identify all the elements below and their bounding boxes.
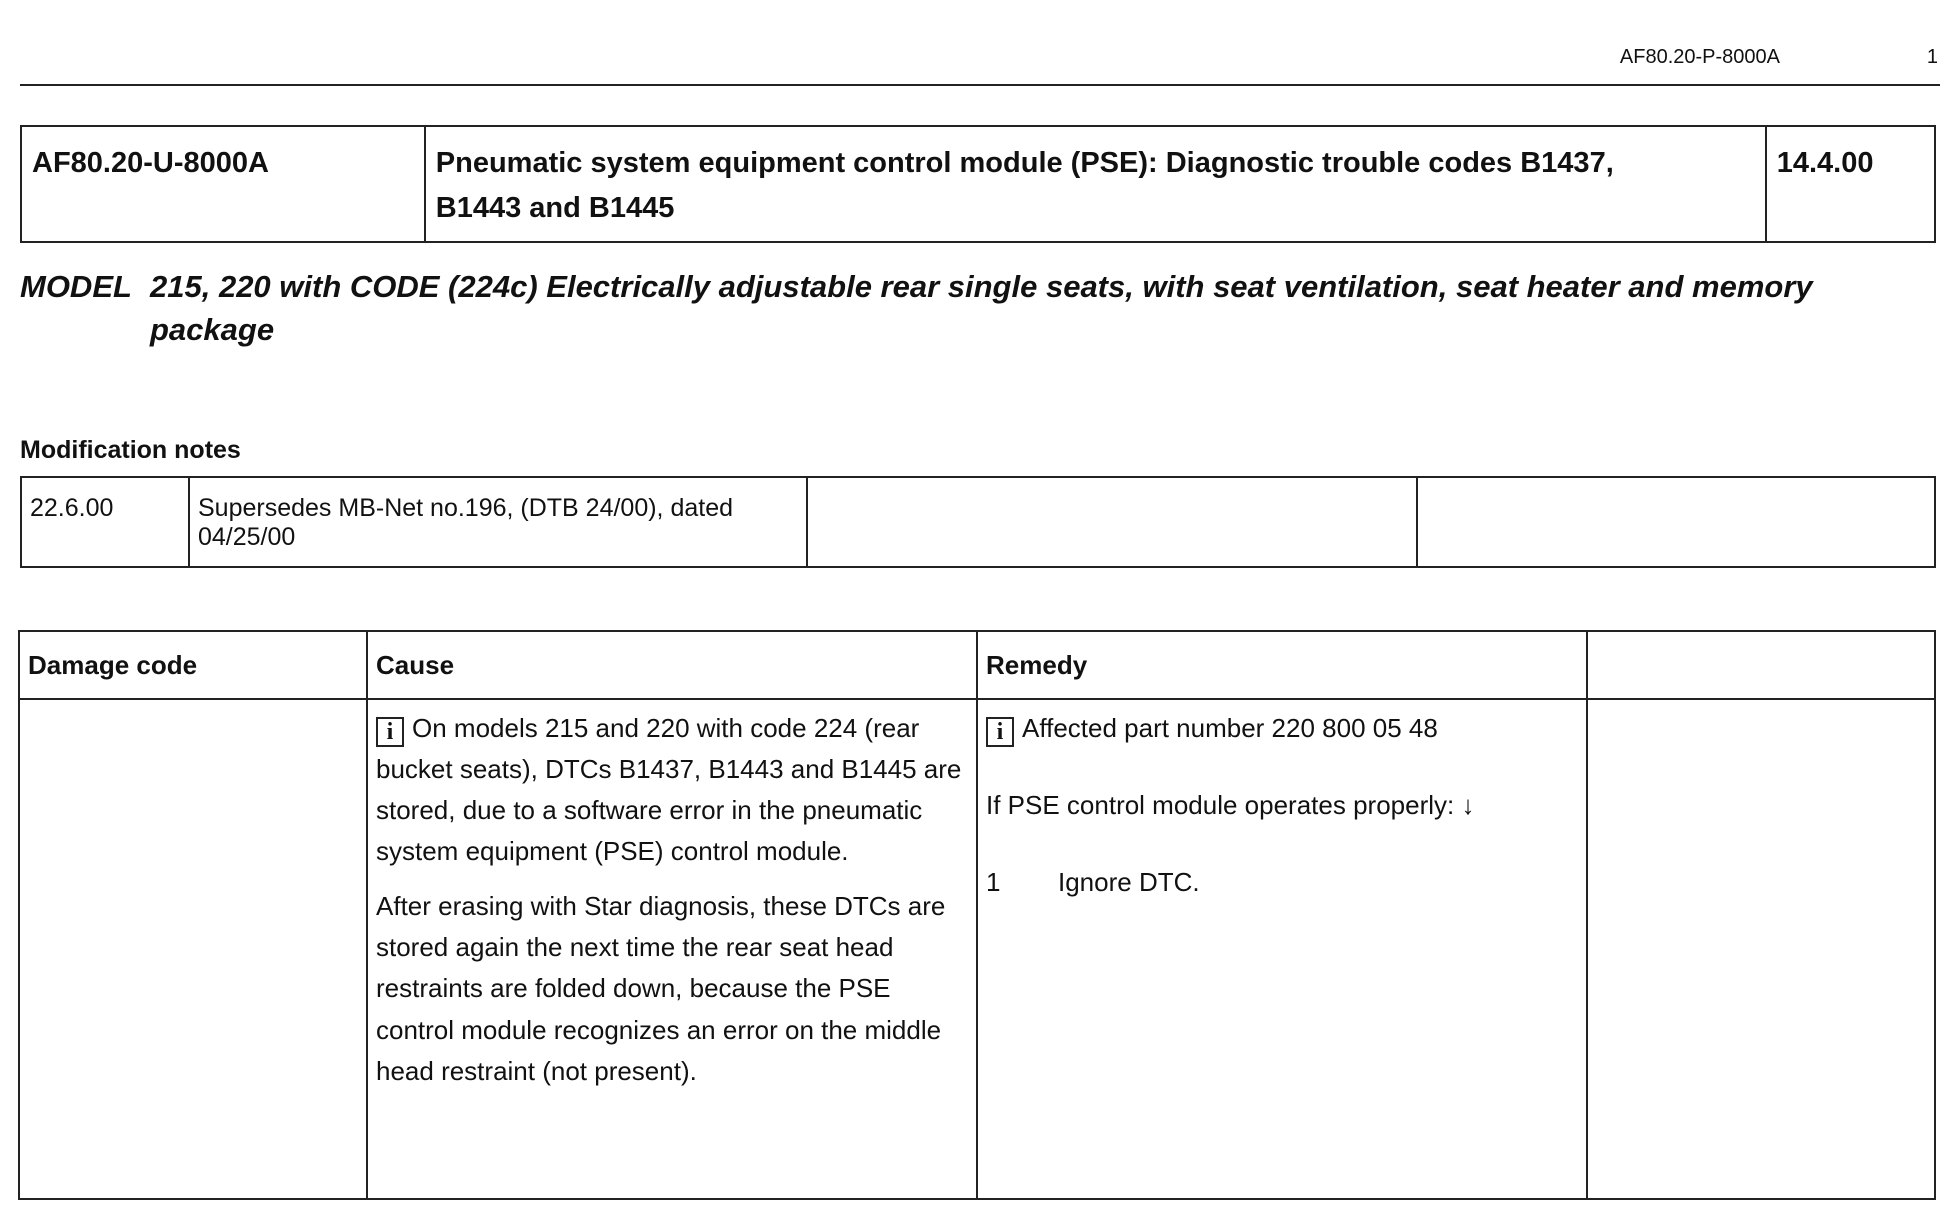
cause-text-2: After erasing with Star diagnosis, these DTCs are stored again the next time the rear seat head restraints are folded down, because the PSE control module recognizes an error on the middle head restraint (not present). [376,891,946,1086]
remedy-part-number [986,708,1578,749]
modification-extra-cell [807,477,1417,567]
remedy-condition: If PSE control module operates properly: ↓ [986,790,1475,821]
table-row [19,699,1935,1199]
modification-date: 22.6.00 [21,477,189,567]
extra-cell [1587,699,1935,1199]
remedy-step [986,862,1578,903]
header-extra [1587,631,1935,699]
damage-code-cell [19,699,367,1199]
page-header [20,40,1940,86]
cause-text-1: On models 215 and 220 with code 224 (rear bucket seats), DTCs B1437, B1443 and B1445 are stored, due to a software error in the pneumatic system equipment (PSE) control module. [376,713,962,867]
step-number: 1 [986,867,1001,898]
document-title: Pneumatic system equipment control module (PSE): Diagnostic trouble codes B1437, B1443 and B1445 [425,126,1766,242]
modification-notes-heading: Modification notes [20,436,241,464]
diagnostic-table [18,630,1936,1200]
modification-note: Supersedes MB-Net no.196, (DTB 24/00), dated 04/25/00 [189,477,807,567]
remedy-cell [977,699,1587,1199]
modification-extra-cell [1417,477,1935,567]
header-cause: Cause [367,631,977,699]
document-date: 14.4.00 [1766,126,1935,242]
cause-cell [367,699,977,1199]
title-block [20,125,1936,243]
info-icon: i [986,717,1014,747]
table-header-row [19,631,1935,699]
model-text: 215, 220 with CODE (224c) Electrically adjustable rear single seats, with seat ventilation, seat heater and memory package [150,269,1813,348]
header-remedy: Remedy [977,631,1587,699]
page-number: 1 [1926,46,1938,68]
header-damage-code: Damage code [19,631,367,699]
step-text: Ignore DTC. [1058,867,1200,898]
model-label: MODEL [20,269,132,304]
document-reference: AF80.20-P-8000A [1619,46,1780,68]
document-code: AF80.20-U-8000A [21,126,425,242]
info-icon: i [376,717,404,747]
model-applicability [20,265,1920,352]
remedy-text-1: Affected part number 220 800 05 48 [1022,713,1438,743]
table-row [21,477,1935,567]
modification-notes-table [20,476,1936,568]
cause-paragraph [376,708,968,872]
